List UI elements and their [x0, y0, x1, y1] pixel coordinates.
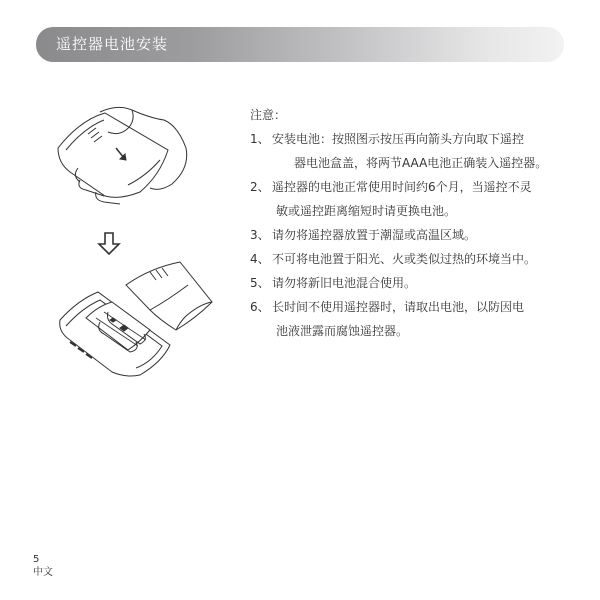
notes-section [250, 103, 550, 343]
section-title: 遥控器电池安装 [56, 35, 169, 53]
note-number: 4、 [250, 252, 270, 266]
note-number: 2、 [250, 180, 270, 194]
note-item [250, 127, 550, 175]
page-footer [33, 553, 53, 579]
note-number: 6、 [250, 300, 270, 314]
step1-press-cover-illustration [58, 107, 187, 204]
page-language: 中文 [33, 567, 53, 578]
note-number: 1、 [250, 132, 270, 146]
notes-heading: 注意： [250, 108, 287, 122]
down-arrow-icon [99, 233, 119, 254]
page-number: 5 [33, 554, 40, 565]
step2-open-remote-illustration [60, 262, 212, 376]
note-line: 安装电池：按照图示按压再向箭头方向取下遥控 [272, 132, 525, 146]
note-line: 请勿将新旧电池混合使用。 [272, 276, 417, 290]
note-line: 器电池盒盖，将两节AAA电池正确装入遥控器。 [294, 156, 548, 170]
note-line: 遥控器的电池正常使用时间约6个月，当遥控不灵 [272, 180, 532, 194]
battery-install-illustration [0, 0, 240, 420]
note-item [250, 175, 550, 223]
note-item [250, 247, 550, 271]
note-number: 3、 [250, 228, 270, 242]
note-line: 敏或遥控距离缩短时请更换电池。 [276, 204, 457, 218]
note-number: 5、 [250, 276, 270, 290]
note-item [250, 271, 550, 295]
note-line: 请勿将遥控器放置于潮湿或高温区域。 [272, 228, 477, 242]
note-line: 不可将电池置于阳光、火或类似过热的环境当中。 [272, 252, 537, 266]
note-line: 长时间不使用遥控器时，请取出电池，以防因电 [272, 300, 525, 314]
note-item [250, 295, 550, 343]
note-line: 池液泄露而腐蚀遥控器。 [276, 324, 409, 338]
note-item [250, 223, 550, 247]
